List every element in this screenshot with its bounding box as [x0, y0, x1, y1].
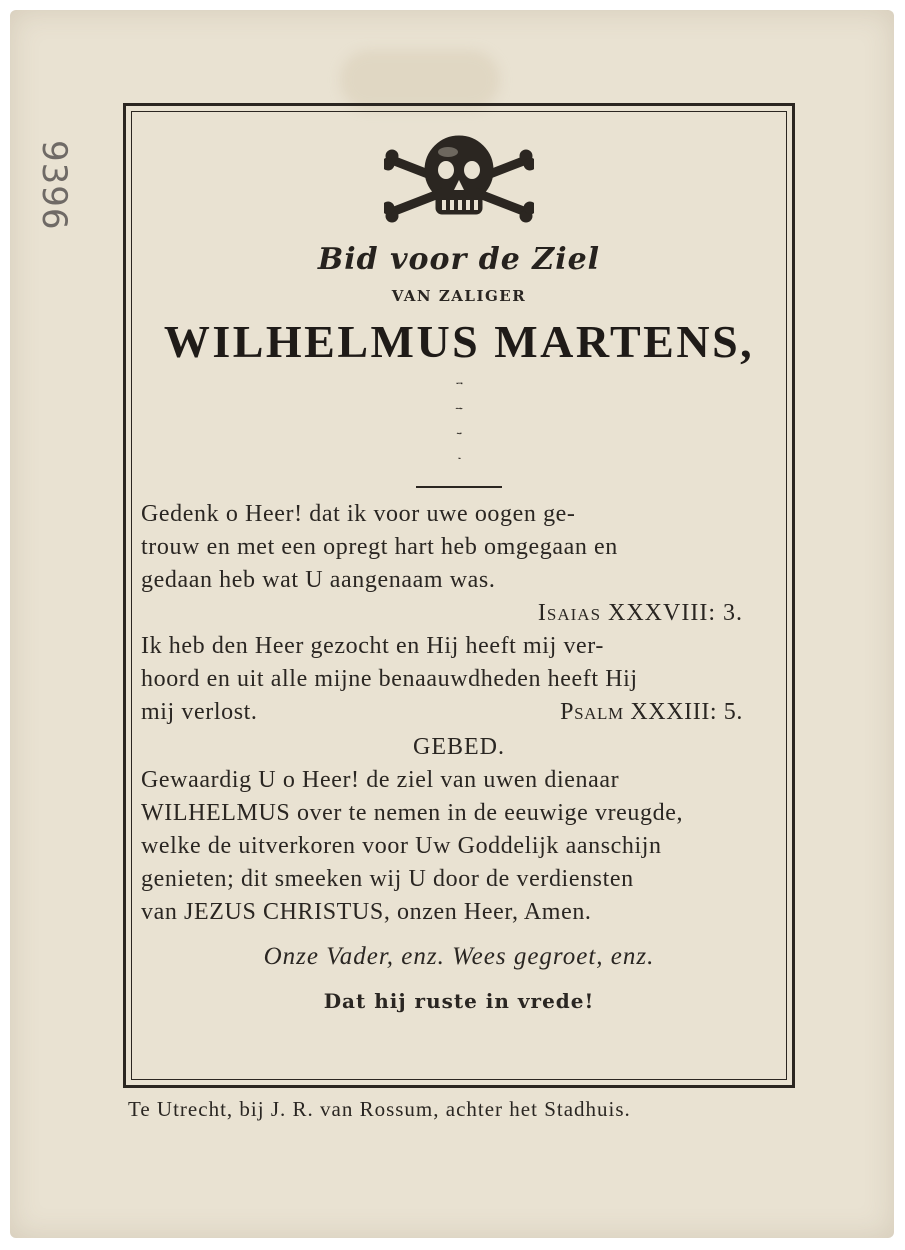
paper-stain	[340, 50, 500, 110]
prayer-text	[135, 764, 783, 929]
divider-rule	[416, 486, 502, 488]
deceased-name: WILHELMUS MARTENS,	[163, 316, 755, 367]
prayer-line: welke de uitverkoren voor Uw Goddelijk aanschijn	[141, 833, 662, 859]
verse-line: hoord en uit alle mijne benaauwdheden heeft Hij	[141, 666, 638, 692]
verse-line: gedaan heb wat U aangenaam was.	[141, 567, 496, 593]
verse-line: trouw en met een opregt hart heb omgegaan en	[141, 534, 618, 560]
printer-line: Te Utrecht, bij J. R. van Rossum, achter het Stadhuis.	[128, 1097, 631, 1121]
subheading: VAN ZALIGER	[391, 287, 527, 305]
heading: Bid voor de Ziel	[317, 242, 601, 277]
verse-last-row	[141, 696, 775, 729]
prayer-title: GEBED.	[413, 734, 505, 760]
prayer-line: Gewaardig U o Heer! de ziel van uwen dienaar	[141, 767, 620, 793]
card-content	[135, 130, 783, 1013]
verse-psalm	[135, 630, 783, 729]
verse-line: Gedenk o Heer! dat ik voor uwe oogen ge-	[141, 501, 576, 527]
verse-reference: Psalm XXXIII: 5.	[560, 699, 743, 725]
death-info-line: den 11. daaraanvolgende, op het R. K.	[456, 434, 462, 435]
verse-isaiah	[135, 498, 783, 597]
rest-in-peace: Dat hij ruste in vrede!	[323, 989, 595, 1013]
death-info-line: Overleden te UTRECHT, den 7. Julij 1844,	[455, 384, 462, 385]
death-info	[135, 372, 783, 472]
verse-reference: Isaias XXXVIII: 3.	[537, 600, 743, 626]
prayer-line: genieten; dit smeeken wij U door de verdiensten	[141, 866, 634, 892]
death-info-line: Kerkhof aldaar.	[458, 459, 460, 460]
prayer-line: van JEZUS CHRISTUS, onzen Heer, Amen.	[141, 899, 592, 925]
inventory-mark: 9396	[34, 140, 74, 231]
verse-line: mij verlost.	[141, 699, 258, 725]
verse-line: Ik heb den Heer gezocht en Hij heeft mij ver-	[141, 633, 604, 659]
closing-prayer: Onze Vader, enz. Wees gegroet, enz.	[263, 943, 655, 970]
prayer-line: WILHELMUS over te nemen in de eeuwige vreugde,	[141, 800, 684, 826]
death-info-line: in den ouderdom van ruim 75 jaren, en begraven	[455, 409, 463, 410]
skull-crossbones-icon	[384, 130, 534, 228]
